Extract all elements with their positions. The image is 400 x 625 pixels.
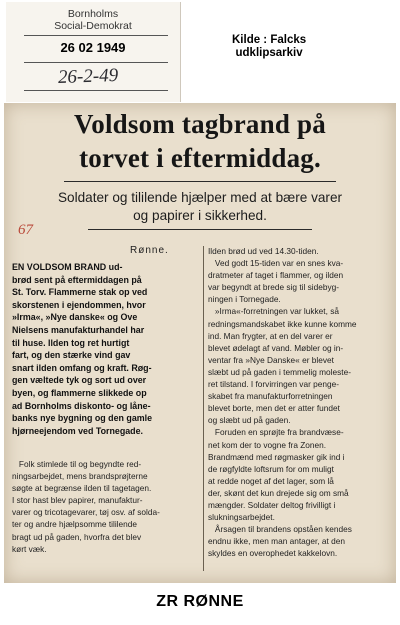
subhead-line1: Soldater og tililende hjælper med at bære varer [57, 190, 343, 205]
label-rule-bottom [24, 90, 168, 91]
article-column1-body: Folk stimlede til og begyndte red- ningsarbejdet, mens brandsprøjterne søgte at begrænse ilden til tagetagen. I stor hast blev papirer, manufaktur- varer og tricotagevarer, tøj osv. af solda- ter og andre hjælpsomme tililende bragt ud på gaden, hvorfra det blev kørt væk. [12, 459, 160, 554]
article-column2-body: Ilden brød ud ved 14.30-tiden. Ved godt 15-tiden var en snes kva- dratmeter af taget i flammer, og ilden var begyndt at brede sig til sidebyg- ningen i Tornegade. »Irma«-forretningen var lukket, så redningsmandskabet ikke kunne komme ind. Man frygter, at en del varer er blevet ødelagt af vand. Møbler og in- ventar fra »Nye Danske« er blevet slæbt ud på gaden i temmelig moleste- ret tilstand. I forvirringen var penge- skabet fra manufakturforretningen blevet borte, men det er atter fundet og slæbt ud på gaden. Foruden en sprøjte fra brandvæse- net kom der to vogne fra Zonen. Brandmænd med røgmasker gik ind i de røgfyldte loftsrum for om muligt at redde noget af det lager, som lå der, skønt det kun drejede sig om små mængder. Soldater deltog frivilligt i slukningsarbejdet. Årsagen til brandens opståen kendes endnu ikke, men man antager, at den skyldes en overophedet kakkelovn. [208, 246, 357, 559]
headline-line1: Voldsom tagbrand på [74, 109, 326, 139]
footer-label: ZR RØNNE [156, 593, 244, 610]
article-lead: EN VOLDSOM BRAND ud- brød sent på eftermiddagen på St. Torv. Flammerne stak op ved skorstenen i ejendommen, hvor »Irma«, »Nye danske« og Ove Nielsens manufakturhandel har til huse. Ilden tog ret hurtigt fart, og den stærke vind gav snart ilden omfang og kraft. Røg- gen væltede tyk og sort ud over byen, og flammerne slikkede op ad Bornholms diskonto- og låne- banks nye bygning og den gamle hjørneejendom ved Tornegade. [12, 262, 153, 436]
newspaper-name-line1: Bornholms [67, 8, 119, 20]
subhead-line2: og papirer i sikkerhed. [133, 208, 267, 223]
label-rule-top [24, 35, 168, 36]
source-note-line2: udklipsarkiv [235, 47, 303, 59]
newspaper-name [6, 8, 180, 32]
newspaper-label [6, 2, 181, 102]
source-note-line1: Kilde : Falcks [232, 34, 307, 46]
handwritten-date: 26-2-49 [57, 64, 119, 89]
dateline: Rønne. [130, 245, 169, 256]
headline-divider [64, 181, 336, 182]
source-note [232, 34, 306, 60]
printed-date: 26 02 1949 [60, 40, 126, 55]
newspaper-clipping [4, 103, 396, 583]
subhead-divider [88, 229, 312, 230]
headline-line2: torvet i eftermiddag. [79, 143, 321, 173]
pencil-mark: 67 [18, 222, 33, 238]
newspaper-name-line2: Social-Demokrat [54, 20, 132, 32]
column-divider [203, 246, 204, 571]
label-rule-middle [24, 62, 168, 63]
